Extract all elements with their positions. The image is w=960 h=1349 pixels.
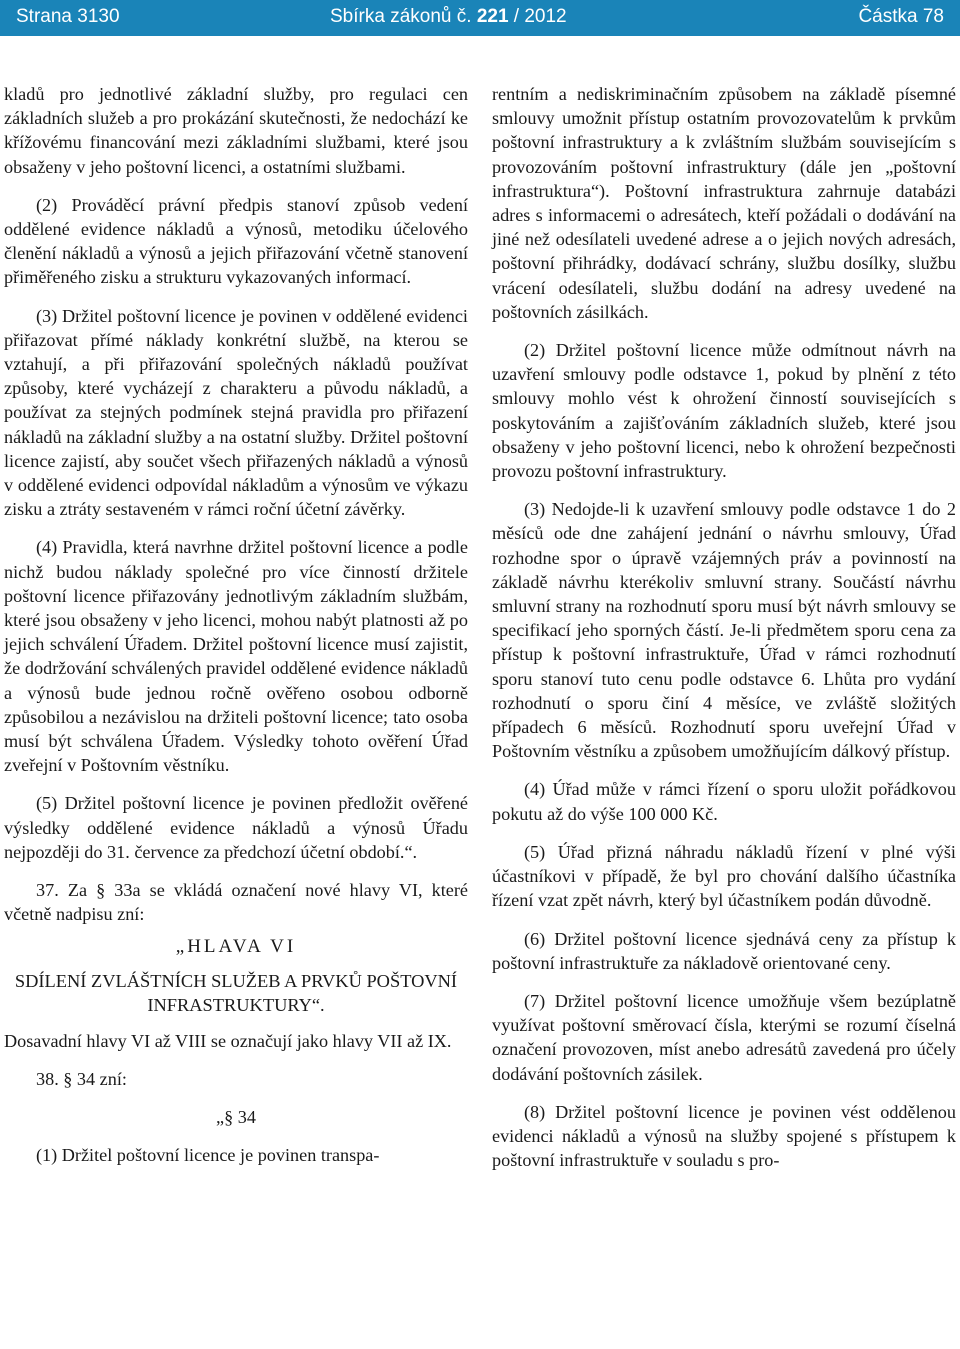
page-number: Strana 3130	[16, 6, 120, 27]
paragraph: (3) Nedojde-li k uzavření smlouvy podle odstavce 1 do 2 měsíců ode dne zahájení jednání o návrhu smlouvy, Úřad rozhodne spor o úpravě vzájemných práv a povinností na základě návrhu kterékoliv smluvní strany. Součástí návrhu smluvní strany na rozhodnutí sporu musí být návrh smlouvy se specifikací jeho sporných částí. Je-li předmětem sporu cena za přístup k poštovní infrastruktuře, Úřad v rámci rozhodnutí sporu stanoví tuto cenu podle odstavce 6. Lhůta pro vydání rozhodnutí o sporu činí 4 měsíce, ve zvláště složitých případech 6 měsíců. Rozhodnutí sporu uveřejní Úřad v Poštovním věstníku a způsobem umožňujícím dálkový přístup.	[492, 499, 956, 762]
paragraph: (1) Držitel poštovní licence je povinen transpa-	[36, 1145, 380, 1166]
paragraph: rentním a nediskriminačním způsobem na základě písemné smlouvy umožnit přístup ostatním provozovatelům k prvkům poštovní infrastruktury a k zvláštním službám souvisejícím s provozováním poštovní infrastruktury (dále jen „poštovní infrastruktura“). Poštovní infrastruktura zahrnuje databázi adres s informacemi o adresátech, kteří požádali o dodávání na jiné než odesílateli uvedené adrese a o jejich nových adresách, poštovní přihrádky, dodávací schrány, službu dosílky, službu vrácení odesílateli, službu dodání na adresy uvedené na poštovních zásilkách.	[492, 84, 956, 322]
paragraph: (6) Držitel poštovní licence sjednává ceny za přístup k poštovní infrastruktuře za nákladově orientované ceny.	[492, 928, 956, 973]
amendment-point-38: 38. § 34 zní:	[36, 1068, 127, 1089]
paragraph: (5) Úřad přizná náhradu nákladů řízení v plné výši účastníkovi v případě, že byl pro chování dalšího účastníka řízení vzat zpět návrh, který byl účastníkem podán důvodně.	[492, 841, 956, 911]
page-header	[0, 0, 960, 36]
collection-prefix: Sbírka zákonů č.	[330, 6, 472, 27]
paragraph: (2) Prováděcí právní předpis stanoví způsob vedení oddělené evidence nákladů a výnosů, metodiku účelového členění nákladů a výnosů a jejich přiřazování včetně stanovení přiměřeného zisku a strukturu vykazovaných informací.	[4, 194, 468, 288]
law-number: 221	[476, 6, 509, 27]
left-column	[4, 82, 468, 1182]
paragraph: (8) Držitel poštovní licence je povinen vést oddělenou evidenci nákladů a výnosů na služby spojené s přístupem k poštovní infrastruktuře v souladu s pro-	[492, 1101, 956, 1171]
right-column	[492, 82, 956, 1186]
paragraph: (2) Držitel poštovní licence může odmítnout návrh na uzavření smlouvy podle odstavce 1, pokud by plnění z této smlouvy mohlo vést k ohrožení činností souvisejících s poskytováním a zajišťováním základních služeb, které jsou obsaženy v jeho poštovní licenci, nebo k ohrožení bezpečnosti provozu poštovní infrastruktury.	[492, 340, 956, 482]
section-heading: „§ 34	[216, 1107, 256, 1128]
paragraph: (3) Držitel poštovní licence je povinen v oddělené evidenci přiřazovat přímé náklady konkrétní službě, na kterou se vztahují, a při přiřazování společných nákladů používat způsoby, které vycházejí z charakteru a původu nákladů, a používat za stejných podmínek stejná pravidla pro přiřazení nákladů na základní služby a na ostatní služby. Držitel poštovní licence zajistí, aby součet všech přiřazených nákladů a výnosů v oddělené evidenci odpovídal nákladům a výnosům ve výkazu zisku a ztráty sestaveném v rámci roční účetní závěrky.	[4, 305, 468, 520]
paragraph: kladů pro jednotlivé základní služby, pro regulaci cen základních služeb a pro prokázání skutečnosti, že nedochází ke křížovému financování mezi základními službami, které jsou obsaženy v jeho poštovní licenci, a ostatními službami.	[4, 84, 468, 177]
chapter-subtitle: SDÍLENÍ ZVLÁŠTNÍCH SLUŽEB A PRVKŮ POŠTOVNÍ INFRASTRUKTURY“.	[14, 970, 458, 1015]
collection-title	[330, 6, 567, 28]
paragraph: Dosavadní hlavy VI až VIII se označují jako hlavy VII až IX.	[4, 1030, 452, 1051]
paragraph: (5) Držitel poštovní licence je povinen předložit ověřené výsledky oddělené evidence nákladů a výnosů Úřadu nejpozději do 31. července za předchozí účetní období.“.	[4, 793, 468, 862]
part-number: Částka 78	[858, 6, 944, 27]
paragraph: (4) Úřad může v rámci řízení o sporu uložit pořádkovou pokutu až do výše 100 000 Kč.	[492, 779, 956, 824]
amendment-point-37: 37. Za § 33a se vkládá označení nové hlavy VI, které včetně nadpisu zní:	[4, 880, 468, 925]
paragraph: (4) Pravidla, která navrhne držitel poštovní licence a podle nichž budou náklady společné pro více činností držitele poštovní licence přiřazovány jednotlivým základním službám, které jsou obsaženy v jeho licenci, mohou nabýt platnosti až po jejich schválení Úřadem. Držitel poštovní licence musí zajistit, že dodržování schválených pravidel oddělené evidence nákladů a výnosů bude jednou ročně ověřeno osobou odborně způsobilou a nezávislou na držiteli poštovní licence; tato osoba musí být schválena Úřadem. Výsledky tohoto ověření Úřad zveřejní v Poštovním věstníku.	[4, 537, 468, 776]
chapter-title: „HLAVA VI	[175, 935, 297, 957]
paragraph: (7) Držitel poštovní licence umožňuje všem bezúplatně využívat poštovní směrovací čísla, kterými se rozumí číselná označení provozoven, míst anebo adresátů zavedená pro účely dodávání poštovních zásilek.	[492, 990, 956, 1084]
law-year: / 2012	[513, 6, 567, 27]
